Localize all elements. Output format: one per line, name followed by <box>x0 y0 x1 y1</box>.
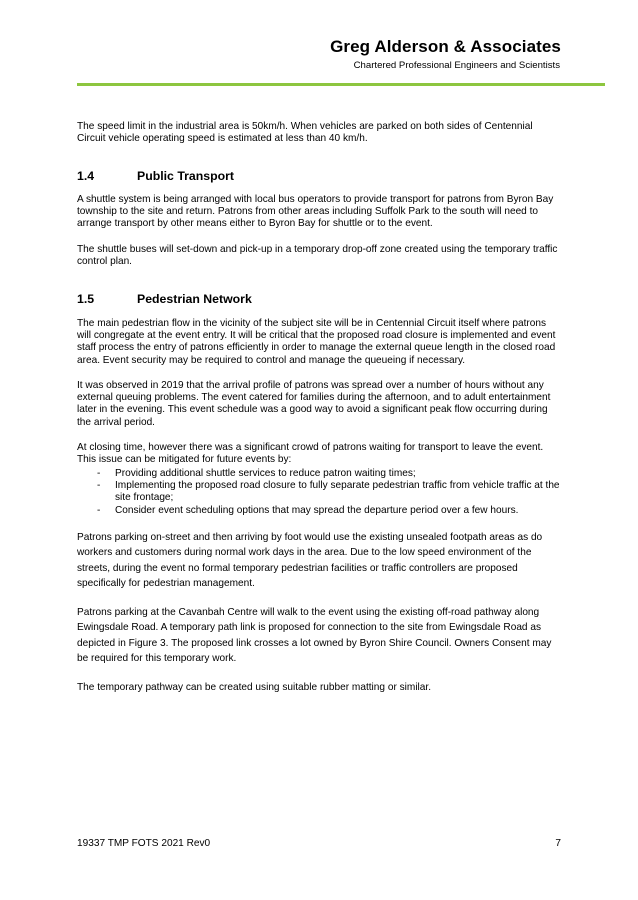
header-divider <box>77 83 605 86</box>
list-item: - Consider event scheduling options that may spread the departure period over a few hours. <box>97 505 562 517</box>
section-title: Pedestrian Network <box>137 292 252 307</box>
paragraph: At closing time, however there was a significant crowd of patrons waiting for transport to leave the event. This issue can be mitigated for future events by: <box>77 442 544 466</box>
paragraph: The temporary pathway can be created using suitable rubber matting or similar. <box>77 681 432 693</box>
intro-paragraph: The speed limit in the industrial area is 50km/h. When vehicles are parked on both sides of Centennial Circuit vehicle operating speed is estimated at less than 40 km/h. <box>77 121 533 145</box>
page-body <box>77 121 562 708</box>
section-number: 1.4 <box>77 168 95 183</box>
company-name: Greg Alderson & Associates <box>330 37 561 56</box>
section-heading-pedestrian-network <box>77 293 562 305</box>
footer-doc-reference: 19337 TMP FOTS 2021 Rev0 <box>77 838 211 849</box>
paragraph: The shuttle buses will set-down and pick-up in a temporary drop-off zone created using the temporary traffic control plan. <box>77 243 558 268</box>
section-number: 1.5 <box>77 292 95 307</box>
paragraph: Patrons parking at the Cavanbah Centre will walk to the event using the existing off-road pathway along Ewingsdale Road. A temporary path link is proposed for connection to the site from Ewingsdale Road as depicted in Figure 3. The proposed link crosses a lot owned by Byron Shire Council. Owners Consent may be required for this temporary work. <box>77 606 552 665</box>
company-subtitle: Chartered Professional Engineers and Scientists <box>353 60 560 71</box>
bullet-list <box>97 468 562 517</box>
paragraph: Patrons parking on-street and then arriving by foot would use the existing unsealed footpath areas as do workers and customers during normal work days in the area. Due to the low speed environment of the streets, during the event no formal temporary pedestrian facilities or traffic controllers are proposed specifically for pedestrian management. <box>77 531 543 590</box>
paragraph: The main pedestrian flow in the vicinity of the subject site will be in Centennial Circuit itself where patrons will congregate at the event entry. It will be critical that the proposed road closure is implemented and event staff process the entry of patrons efficiently in order to manage the external queue length in the closed road area. Event security may be required to control and manage the queueing if necessary. <box>77 317 556 366</box>
section-heading-public-transport <box>77 170 562 182</box>
list-item: - Providing additional shuttle services to reduce patron waiting times; <box>97 468 562 480</box>
paragraph: It was observed in 2019 that the arrival profile of patrons was spread over a number of hours without any external queuing problems. The event catered for families during the afternoon, and to adult entertainment later in the evening. This event schedule was a good way to avoid a significant peak flow occurring during the arrival period. <box>77 379 551 428</box>
paragraph: A shuttle system is being arranged with local bus operators to provide transport for patrons from Byron Bay township to the site and return. Patrons from other areas including Suffolk Park to the south will need to arrange transport by other means either to Byron Bay for shuttle or to the event. <box>77 193 554 230</box>
list-item: - Implementing the proposed road closure to fully separate pedestrian traffic from vehicle traffic at the site frontage; <box>97 480 562 505</box>
section-title: Public Transport <box>137 168 235 183</box>
footer-page-number: 7 <box>555 838 561 849</box>
